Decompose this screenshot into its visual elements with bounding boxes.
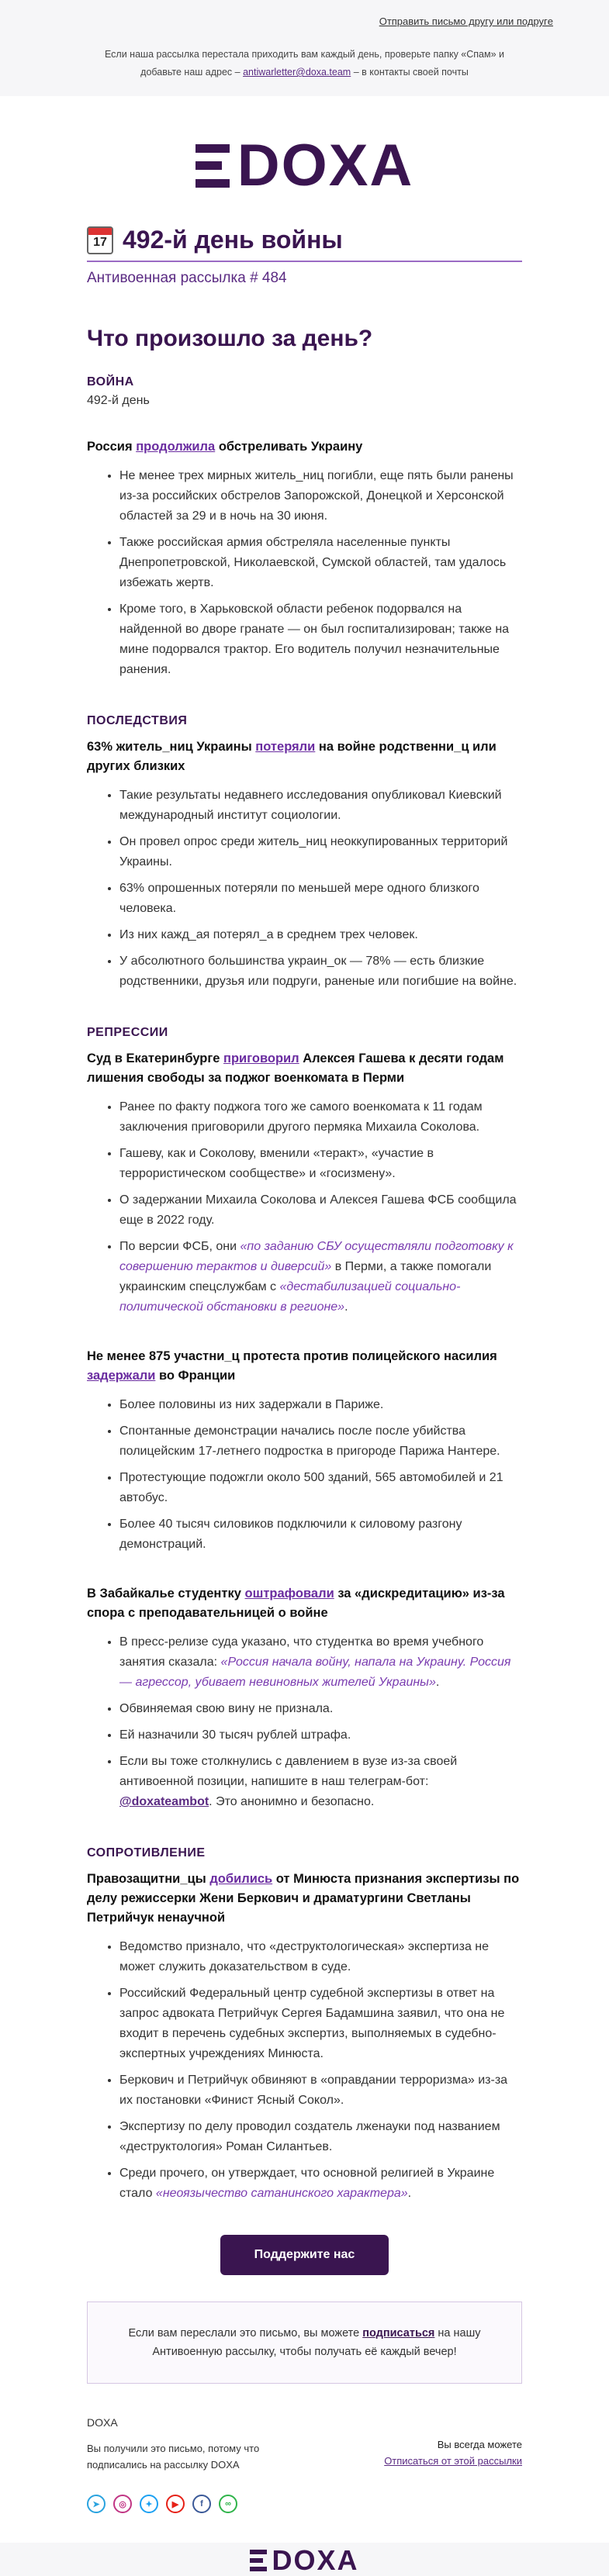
footer-always: Вы всегда можете [437,2439,522,2450]
list-item: • Беркович и Петрийчук обвиняют в «оправдании терроризма» из-за их постановки «Финист Ясный Сокол». [119,2070,522,2111]
list-item: • Из них кажд_ая потерял_а в среднем трех человек. [119,925,522,945]
delivery-notice: Если наша рассылка перестала приходить вам каждый день, проверьте папку «Спам» и добавьте наш адрес – antiwarletter@doxa.team – в контакты своей почты [104,49,505,78]
logo-text: DOXA [237,133,414,199]
list-item: • Среди прочего, он утверждает, что основной религией в Украине стало «неоязычество сатанинского характера». [119,2163,522,2204]
list-item: • Экспертизу по делу проводил создатель лженауки под названием «деструктология» Роман Силантьев. [119,2117,522,2157]
list-item: • Ведомство признало, что «деструктологическая» экспертиза не может служить доказательством в суде. [119,1937,522,1977]
story-link[interactable]: продолжила [136,440,216,454]
list-item: • У абсолютного большинства украин_ок — 78% — есть близкие родственники, друзья или подруги, раненые или погибшие на войне. [119,951,522,992]
story-list [87,786,522,992]
list-item: • Спонтанные демонстрации начались после после убийства полицейским 17-летнего подростка в пригороде Парижа Нантере. [119,1421,522,1462]
list-item: • Также российская армия обстреляла населенные пункты Днепропетровской, Николаевской, Сумской областей, там удалось избежать жертв. [119,533,522,593]
facebook-icon[interactable]: f [192,2495,211,2513]
twitter-icon[interactable]: ✦ [140,2495,158,2513]
list-item: • В пресс-релизе суда указано, что студентка во время учебного занятия сказала: «Россия начала войну, напала на Украину. Россия — агрессор, убивает невиновных жителей Украины». [119,1632,522,1693]
forward-email-link[interactable]: Отправить письмо другу или подругe [379,16,553,27]
list-item: • Российский Федеральный центр судебной экспертизы в ответ на запрос адвоката Петрийчук Сергея Бадамшина заявил, что она не входит в перечень судебных экспертиз, выполняемых в судебно-экспертных учреждениях Минюста. [119,1984,522,2064]
list-item: • Такие результаты недавнего исследования опубликовал Киевский международный институт социологии. [119,786,522,826]
list-item: • Ей назначили 30 тысяч рублей штрафа. [119,1725,522,1746]
story-title: Правозащитни_цы добились от Минюста признания экспертизы по делу режиссерки Жени Беркович и драматургини Светланы Петрийчук ненаучной [87,1872,520,1925]
footer-reason: Вы получили это письмо, потому что подписались на рассылку DOXA [87,2443,260,2471]
instagram-icon[interactable]: ◎ [113,2495,132,2513]
telegram-icon[interactable]: ➤ [87,2495,106,2513]
story-title: 63% житель_ниц Украины потеряли на войне родственни_ц или других близких [87,740,497,773]
footer [87,2415,522,2473]
story-link[interactable]: оштрафовали [244,1587,334,1601]
section-label-repressions: РЕПРЕССИИ [87,1026,168,1039]
war-day-count: 492-й день [87,394,150,407]
list-item: • По версии ФСБ, они «по заданию СБУ осуществляли подготовку к совершению терактов и диверсий» в Перми, а также помогали украинским спецслужбам с «дестабилизацией социально-политической обстановки в регионе». [119,1237,522,1317]
preheader [0,0,609,96]
section-label-resistance: СОПРОТИВЛЕНИЕ [87,1846,206,1859]
footer-brand: DOXA [87,2416,118,2429]
link-icon[interactable]: ∞ [219,2495,237,2513]
doxa-logo[interactable] [87,133,522,199]
list-item: • Не менее трех мирных житель_ниц погибли, еще пять были ранены из-за российских обстрелов Запорожской, Донецкой и Херсонской областей за 29 и в ночь на 30 июня. [119,466,522,527]
section-label-war: ВОЙНА [87,375,134,388]
footer-logo[interactable]: DOXA [87,2547,522,2574]
story-list [87,1632,522,1812]
story-list [87,1097,522,1317]
list-item: • Более половины из них задержали в Париже. [119,1395,522,1415]
page-title: 492-й день войны [123,226,343,254]
main-heading: Что произошло за день? [87,326,373,351]
youtube-icon[interactable]: ▶ [166,2495,185,2513]
story-title: Россия продолжила обстреливать Украину [87,440,363,454]
newsletter-card [0,96,609,2576]
story-list [87,1395,522,1555]
logo-bars-icon [196,144,230,188]
list-item: • Ранее по факту поджога того же самого военкомата к 11 годам заключения приговорили другого пермяка Михаила Соколова. [119,1097,522,1138]
list-item: • Если вы тоже столкнулись с давлением в вузе из-за своей антивоенной позиции, напишите в наш телеграм-бот: @doxateambot. Это анонимно и безопасно. [119,1752,522,1812]
list-item: • Протестующие подожгли около 500 зданий, 565 автомобилей и 21 автобус. [119,1468,522,1508]
list-item: • Гашеву, как и Соколову, вменили «теракт», «участие в террористическом сообществе» и «госизмену». [119,1144,522,1184]
list-item: • 63% опрошенных потеряли по меньшей мере одного близкого человека. [119,879,522,919]
subscribe-note: Если вам переслали это письмо, вы можете подписаться на нашу Антивоенную рассылку, чтобы получать её каждый вечер! [87,2301,522,2384]
story-title: Суд в Екатеринбурге приговорил Алексея Гашева к десяти годам лишения свободы за поджог военкомата в Перми [87,1051,504,1085]
story-link[interactable]: потеряли [255,740,316,754]
story-link[interactable]: добились [209,1872,273,1886]
calendar-icon: 17 [87,226,113,254]
list-item: • Обвиняемая свою вину не признала. [119,1699,522,1719]
support-us-button[interactable]: Поддержите нас [220,2235,389,2275]
notice-email-link[interactable]: antiwarletter@doxa.team [243,67,351,78]
story-list [87,1937,522,2204]
list-item: • Более 40 тысяч силовиков подключили к силовому разгону демонстраций. [119,1514,522,1555]
unsubscribe-link[interactable]: Отписаться от этой рассылки [384,2455,522,2467]
subscribe-link[interactable]: подписаться [362,2327,435,2339]
telegram-bot-link[interactable]: @doxateambot [119,1795,209,1808]
social-links [87,2495,522,2513]
story-link[interactable]: задержали [87,1369,156,1383]
story-list [87,466,522,680]
list-item: • Кроме того, в Харьковской области ребенок подорвался на найденной во дворе гранате — он был госпитализирован; также на мине подорвался трактор. Его водитель получил незначительные ранения. [119,599,522,680]
list-item: • Он провел опрос среди житель_ниц неоккупированных территорий Украины. [119,832,522,872]
section-label-consequences: ПОСЛЕДСТВИЯ [87,714,188,727]
newsletter-subtitle: Антивоенная рассылка # 484 [87,270,287,286]
story-title: В Забайкалье студентку оштрафовали за «дискредитацию» из-за спора с преподавательницей о войне [87,1587,505,1620]
story-title: Не менее 875 участни_ц протеста против полицейского насилия задержали во Франции [87,1349,497,1383]
war-day-header [87,226,522,262]
story-link[interactable]: приговорил [223,1051,299,1065]
logo-bars-icon [250,2550,267,2571]
list-item: • О задержании Михаила Соколова и Алексея Гашева ФСБ сообщила еще в 2022 году. [119,1190,522,1231]
